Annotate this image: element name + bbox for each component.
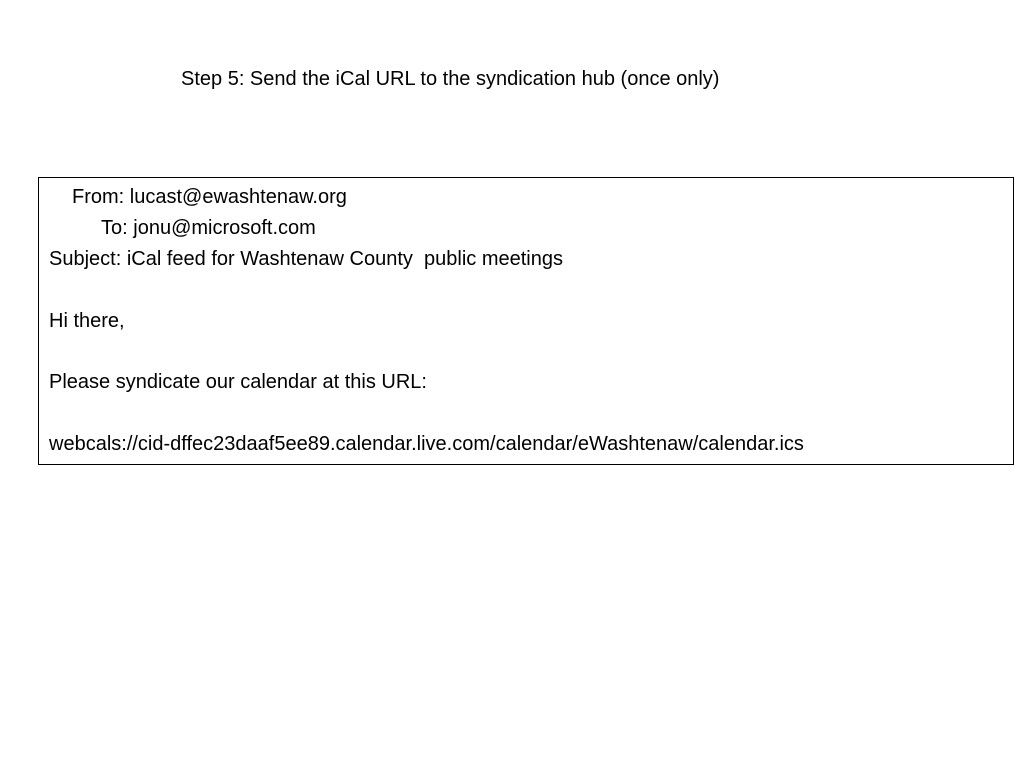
email-from-line <box>72 184 347 210</box>
email-message-box <box>38 177 1014 465</box>
subject-label: Subject: <box>49 248 122 270</box>
from-label: From: <box>72 186 125 208</box>
slide-title: Step 5: Send the iCal URL to the syndication hub (once only) <box>181 68 720 90</box>
from-address: lucast@ewashtenaw.org <box>129 186 347 208</box>
email-subject-line <box>49 246 563 272</box>
to-address: jonu@microsoft.com <box>133 217 316 239</box>
email-to-line <box>101 215 316 241</box>
email-greeting: Hi there, <box>49 310 125 332</box>
to-label: To: <box>101 217 128 239</box>
email-request-text: Please syndicate our calendar at this URL: <box>49 371 427 393</box>
subject-text: iCal feed for Washtenaw County public meetings <box>126 248 563 270</box>
calendar-feed-url: webcals://cid-dffec23daaf5ee89.calendar.live.com/calendar/eWashtenaw/calendar.ics <box>49 433 804 455</box>
